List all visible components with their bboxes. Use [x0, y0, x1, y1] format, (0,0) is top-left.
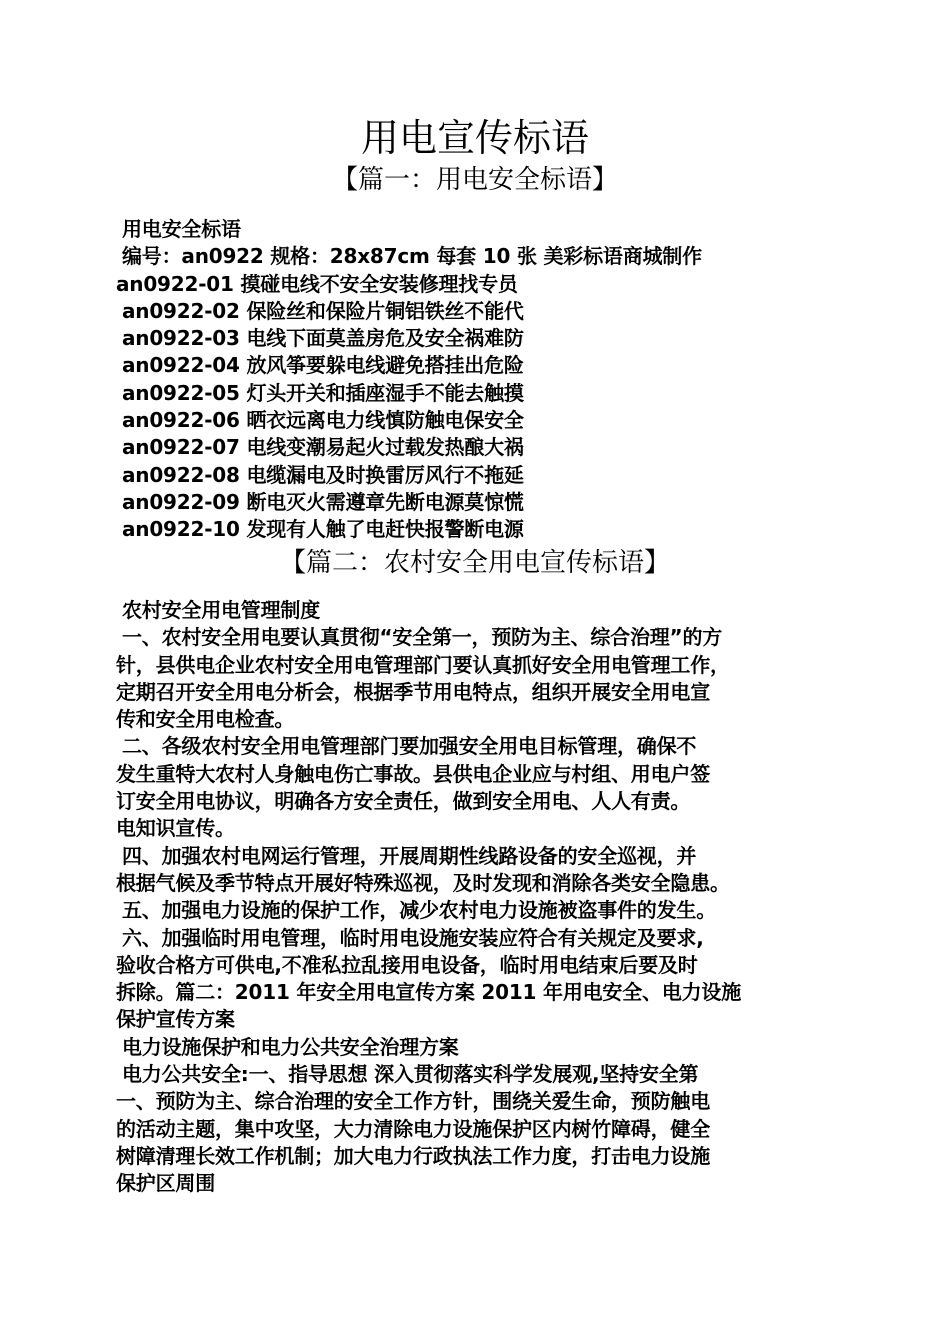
body-line: 传和安全用电检查。: [116, 707, 295, 732]
slogan-line: an0922-06 晒衣远离电力线慎防触电保安全: [122, 408, 524, 433]
slogan-line: an0922-08 电缆漏电及时换雷厉风行不拖延: [122, 462, 524, 487]
spec-line: 编号：an0922 规格：28x87cm 每套 10 张 美彩标语商城制作: [122, 244, 702, 269]
slogan-line: an0922-09 断电灭火需遵章先断电源莫惊慌: [122, 489, 524, 514]
body-line: 发生重特大农村人身触电伤亡事故。县供电企业应与村组、用电户签: [116, 761, 710, 786]
slogan-line: an0922-04 放风筝要躲电线避免搭挂出危险: [122, 353, 524, 378]
body-line: 树障清理长效工作机制；加大电力行政执法工作力度，打击电力设施: [116, 1143, 710, 1168]
body-line: 电知识宣传。: [116, 816, 235, 841]
section-2-subtitle: 农村安全用电管理制度: [122, 598, 320, 622]
body-line: 一、农村安全用电要认真贯彻“安全第一，预防为主、综合治理”的方: [122, 625, 723, 650]
slogan-line: an0922-05 灯头开关和插座湿手不能去触摸: [122, 380, 524, 405]
section-heading-2: 【篇二：农村安全用电宣传标语】: [279, 548, 670, 578]
body-line: 订安全用电协议，明确各方安全责任，做到安全用电、人人有责。: [116, 789, 691, 814]
body-line: 保护宣传方案: [116, 1007, 235, 1032]
body-line: 四、加强农村电网运行管理，开展周期性线路设备的安全巡视，并: [122, 843, 697, 868]
body-line: 保护区周围: [116, 1171, 215, 1196]
section-heading-1: 【篇一：用电安全标语】: [331, 165, 618, 195]
body-line: 拆除。篇二：2011 年安全用电宣传方案 2011 年用电安全、电力设施: [116, 980, 742, 1005]
body-line: 五、加强电力设施的保护工作，减少农村电力设施被盗事件的发生。: [122, 898, 716, 923]
body-line: 验收合格方可供电,不准私拉乱接用电设备，临时用电结束后要及时: [116, 952, 698, 977]
slogan-line: an0922-02 保险丝和保险片铜铝铁丝不能代: [122, 298, 524, 323]
body-line: 针，县供电企业农村安全用电管理部门要认真抓好安全用电管理工作，: [116, 652, 730, 677]
body-line: 定期召开安全用电分析会，根据季节用电特点，组织开展安全用电宣: [116, 679, 710, 704]
section-1-subtitle: 用电安全标语: [122, 217, 241, 241]
body-line: 电力设施保护和电力公共安全治理方案: [122, 1034, 459, 1059]
document-title: 用电宣传标语: [360, 116, 589, 160]
body-line: 根据气候及季节特点开展好特殊巡视，及时发现和消除各类安全隐患。: [116, 870, 730, 895]
body-line: 六、加强临时用电管理，临时用电设施安装应符合有关规定及要求,: [122, 925, 704, 950]
section-2-body: [116, 597, 846, 1198]
slogan-line: an0922-10 发现有人触了电赶快报警断电源: [122, 517, 524, 542]
slogan-line: an0922-07 电线变潮易起火过载发热酿大祸: [122, 435, 524, 460]
section-1-body: [116, 216, 846, 544]
slogan-line: an0922-03 电线下面莫盖房危及安全祸难防: [122, 326, 524, 351]
body-line: 的活动主题，集中攻坚，大力清除电力设施保护区内树竹障碍，健全: [116, 1116, 710, 1141]
slogan-line: an0922-01 摸碰电线不安全安装修理找专员: [116, 271, 518, 296]
body-line: 二、各级农村安全用电管理部门要加强安全用电目标管理，确保不: [122, 734, 697, 759]
body-line: 一、预防为主、综合治理的安全工作方针，围绕关爱生命，预防触电: [116, 1089, 710, 1114]
body-line: 电力公共安全:一、指导思想 深入贯彻落实科学发展观,坚持安全第: [122, 1062, 699, 1087]
